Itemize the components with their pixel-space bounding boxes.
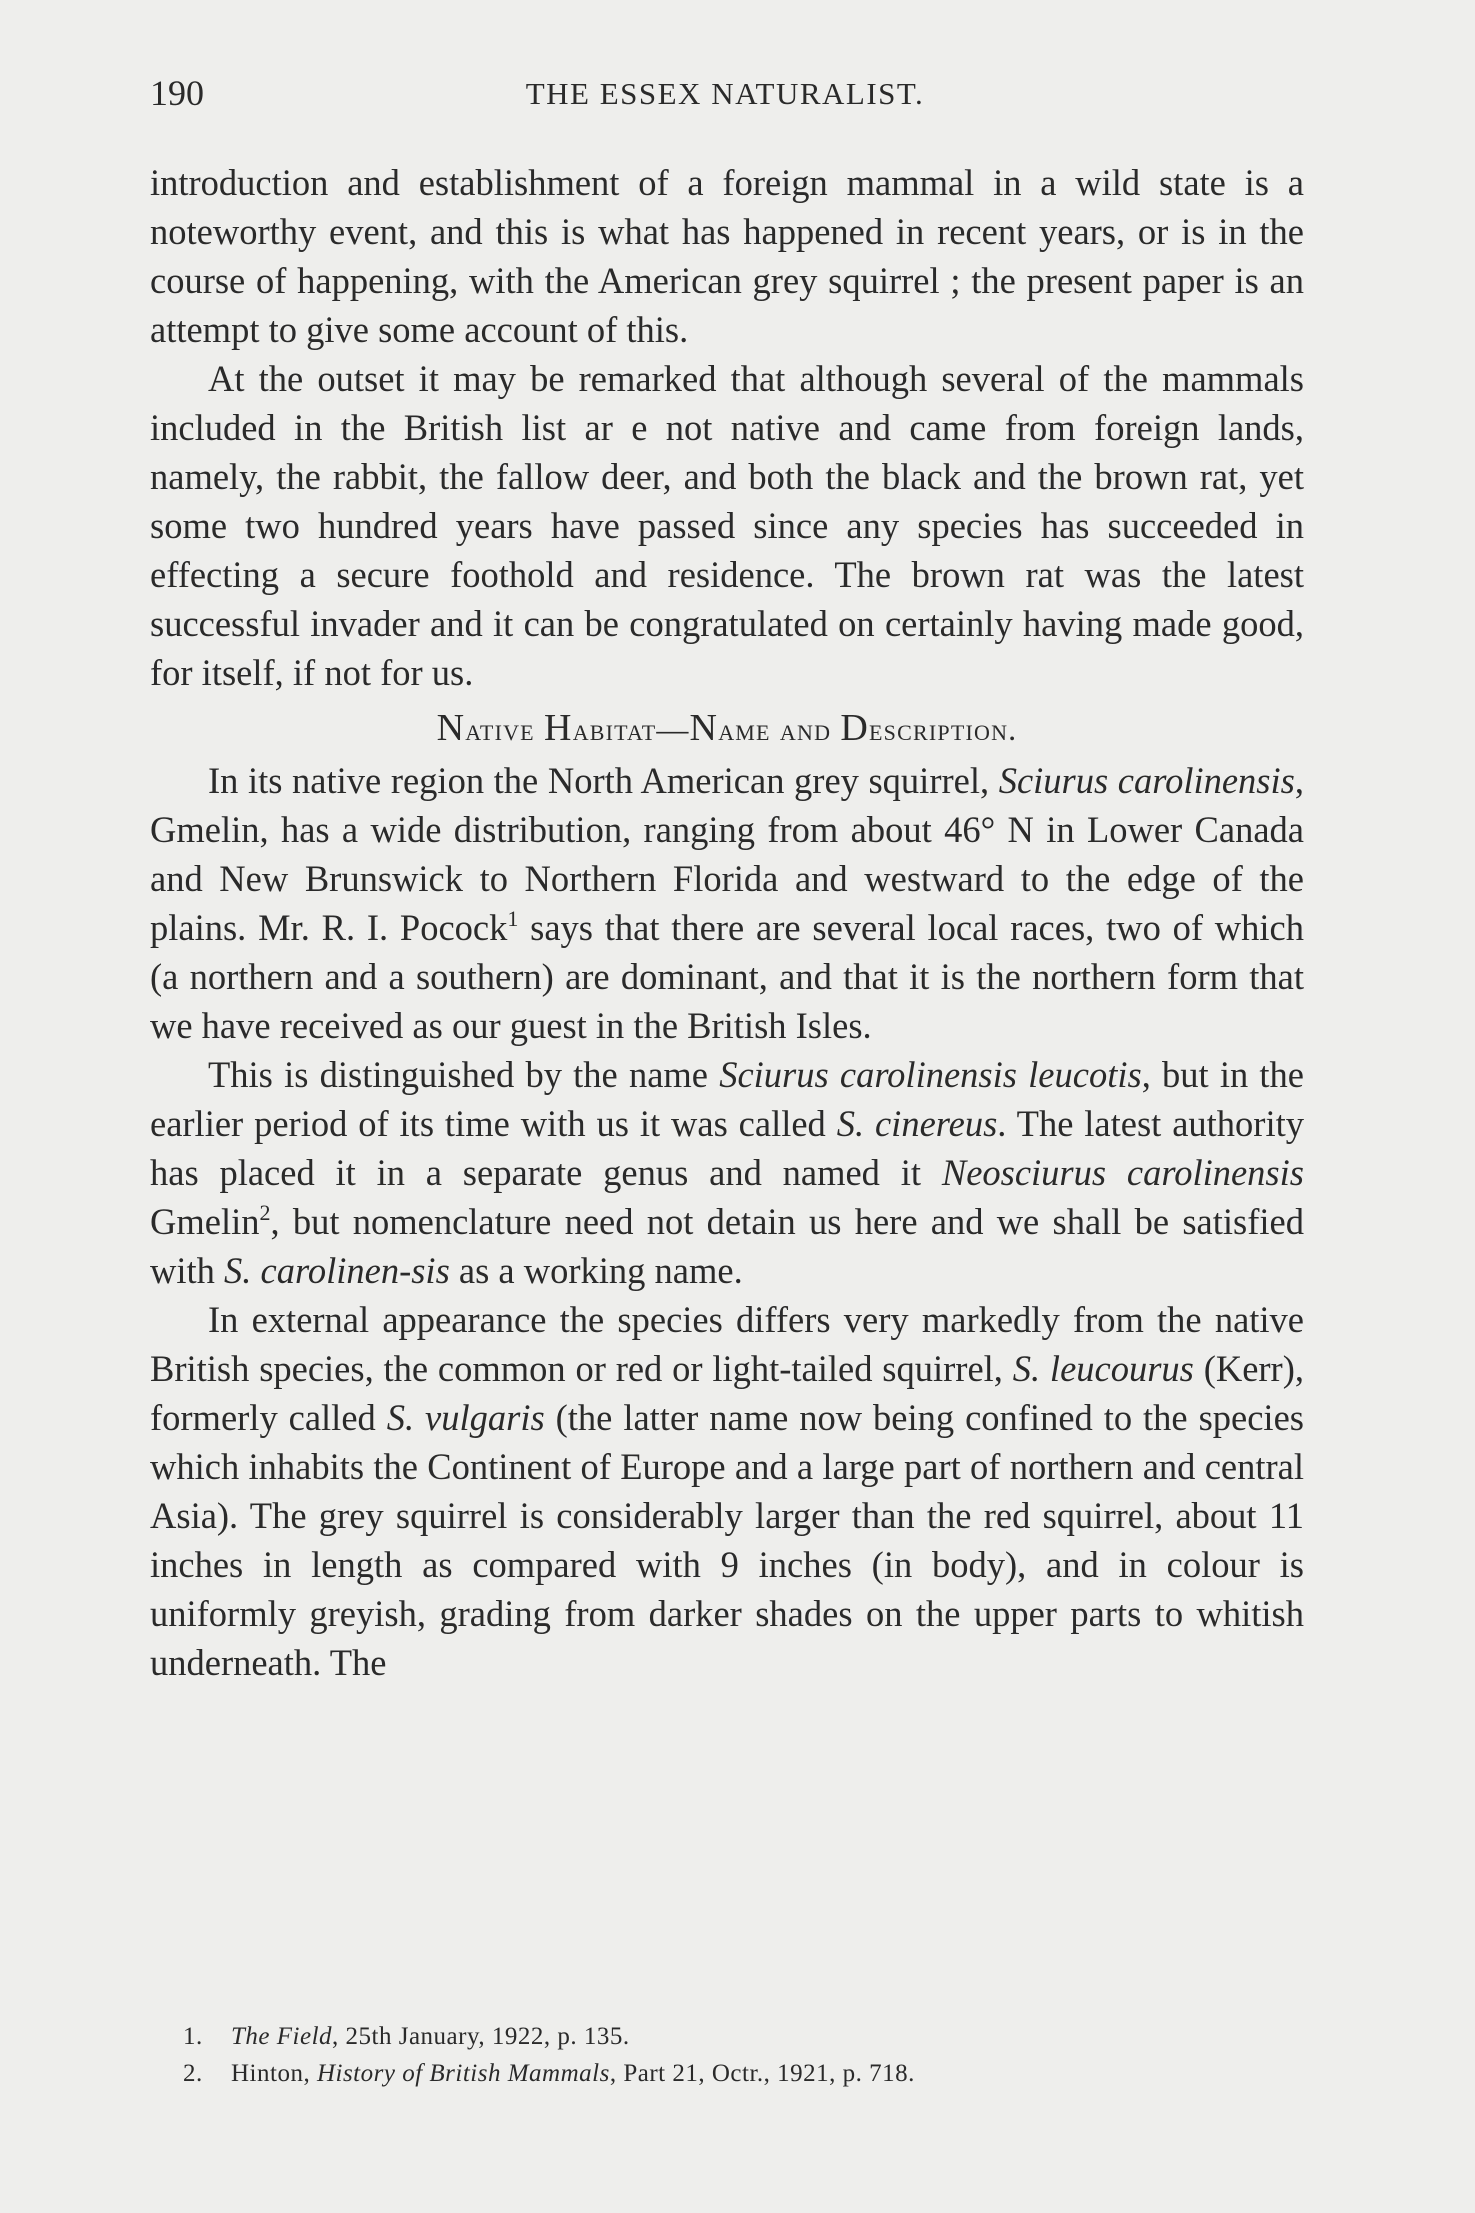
paragraph-intro: introduction and establishment of a foreign mammal in a wild state is a noteworthy event, and this is what has happened in recent years, or is in the course of happening, with the American grey squirrel ; the present paper is an attempt to give some account of this. [150,162,1304,350]
text-run: (Kerr), formerly called [150,1348,1304,1438]
text-run: This is distinguished by the name [208,1054,720,1095]
footnote-text: , Part 21, Octr., 1921, p. 718. [609,2060,915,2087]
footnote-text: Hinton, [231,2060,317,2087]
heading-cap: N [436,707,466,749]
footnote-ref[interactable]: 1 [507,906,519,931]
text-run: , but nomenclature need not detain us here and we shall be satisfied with [150,1201,1304,1291]
paragraph-native-region [150,756,1304,1050]
paragraph-appearance [150,1295,1304,1687]
footnote-2 [183,2055,1283,2092]
species-name: S. cinereus [836,1103,998,1144]
footnote-number: 1. [183,2023,203,2050]
heading-word: and [779,711,832,747]
species-name: Neosciurus carolinensis [941,1152,1304,1193]
footnote-title: History of British Mammals [316,2060,610,2087]
heading-rest: escription. [869,711,1018,747]
text-run: , but in the earlier period of its time with us it was called [150,1054,1305,1144]
footnote-number: 2. [183,2060,203,2087]
heading-cap: H [544,707,573,749]
species-name: S. leucourus [1012,1348,1194,1389]
paragraph-nomenclature [150,1050,1304,1295]
heading-cap: D [840,707,870,749]
paragraph-outset: At the outset it may be remarked that although several of the mammals included in the British list ar e not native and came from foreign lands, namely, the rabbit, the fallow deer, and both the black and the brown rat, yet some two hundred years have passed since any species has succeeded in effecting a secure foothold and residence. The brown rat was the latest successful invader and it can be congratulated on certainly having made good, for itself, if not for us. [150,358,1304,693]
text-run: In its native region the North American grey squirrel, [208,760,999,801]
heading-dash: — [656,711,690,747]
text-run: In external appearance the species differs very markedly from the native British species, the common or red or light-tailed squirrel, [150,1299,1304,1389]
heading-rest: ame [718,711,771,747]
footnote-text: , 25th January, 1922, p. 135. [332,2023,630,2050]
text-run: . The latest authority has placed it in a separate genus and named it [150,1103,1304,1193]
running-header [150,72,1300,122]
footnotes [183,2018,1283,2092]
species-name: S. vulgaris [386,1397,545,1438]
body-text [150,158,1304,1687]
footnote-1 [183,2018,1283,2055]
species-name: Sciurus carolinensis [998,760,1295,801]
heading-cap: N [689,707,719,749]
species-name: S. carolinen-sis [224,1250,450,1291]
footnote-title: The Field [231,2023,333,2050]
text-run: Gmelin [150,1201,260,1242]
text-run: (the latter name now being confined to the species which inhabits the Continent of Europe and a large part of northern and central Asia). The grey squirrel is considerably larger than the red squirrel, about 11 inches in length as compared with 9 inches (in body), and in colour is uniformly greyish, grading from darker shades on the upper parts to whitish underneath. The [150,1397,1304,1683]
species-name: Sciurus carolinensis leucotis [719,1054,1142,1095]
heading-rest: abitat [572,711,657,747]
heading-rest: ative [465,711,535,747]
running-title: THE ESSEX NATURALIST. [525,76,925,111]
footnote-ref[interactable]: 2 [259,1200,271,1225]
text-run: , Gmelin, has a wide distribution, ranging from about 46° N in Lower Canada and New Brunswick to Northern Florida and westward to the edge of the plains. Mr. R. I. Pocock [150,760,1304,948]
page-number: 190 [150,73,204,113]
text-run: says that there are several local races, two of which (a northern and a southern) are dominant, and that it is the northern form that we have received as our guest in the British Isles. [150,907,1304,1046]
text-run: as a working name. [449,1250,743,1291]
section-heading [150,704,1304,754]
